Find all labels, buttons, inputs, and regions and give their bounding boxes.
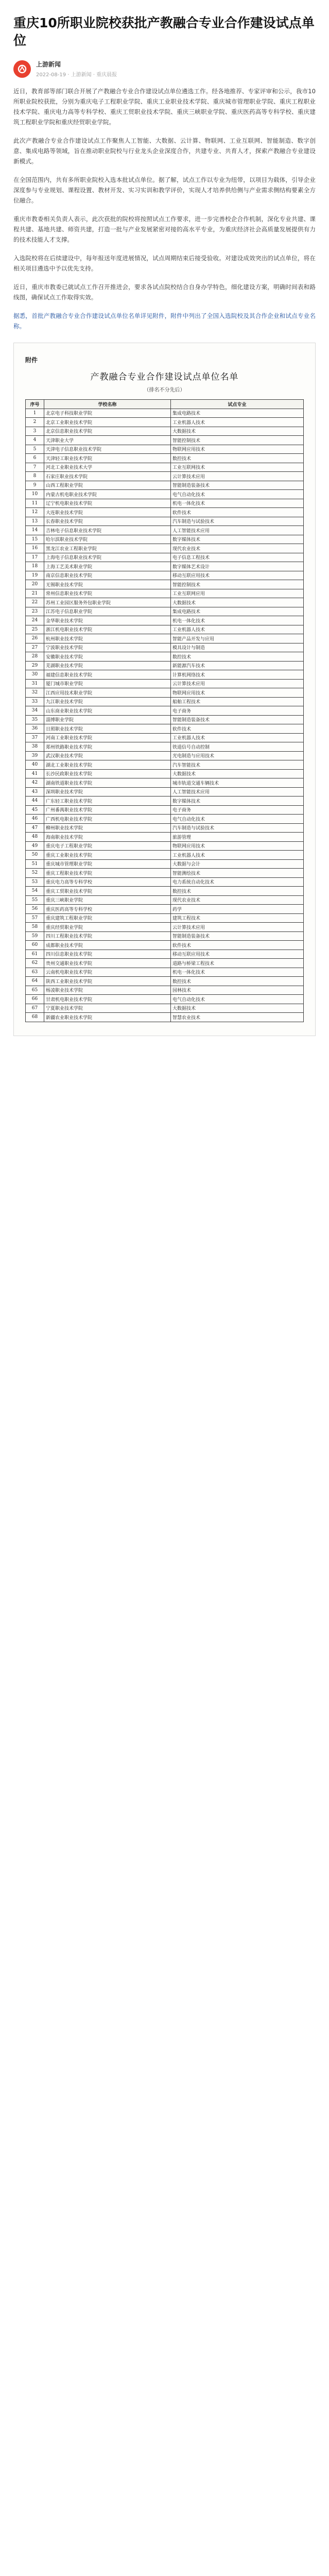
table-row [26,580,304,589]
table-row [26,931,304,941]
attachment-document-image [13,343,316,1036]
major-name-cell: 工业互联网应用 [171,589,304,598]
school-name-cell: 杨凌职业技术学院 [44,986,171,995]
attachment-title: 产教融合专业合作建设试点单位名单 [90,372,239,382]
school-name-cell: 甘肃机电职业技术学院 [44,995,171,1004]
row-number: 19 [26,571,44,580]
major-name-cell: 云计算技术应用 [171,679,304,688]
major-name-cell: 工业机器人技术 [171,418,304,427]
table-row [26,950,304,959]
row-number: 42 [26,778,44,788]
major-name-cell: 集成电路技术 [171,607,304,616]
source-logo-icon[interactable] [13,60,31,78]
row-number: 10 [26,490,44,499]
table-row [26,553,304,562]
school-name-cell: 宁夏职业技术学院 [44,1004,171,1013]
column-header: 序号 [26,400,44,409]
row-number: 36 [26,724,44,734]
major-name-cell: 软件技术 [171,508,304,517]
table-row [26,535,304,544]
major-name-cell: 工业机器人技术 [171,625,304,634]
school-name-cell: 无锡职业技术学院 [44,580,171,589]
school-name-cell: 四川工程职业技术学院 [44,931,171,941]
row-number: 11 [26,499,44,508]
row-number: 4 [26,436,44,445]
row-number: 16 [26,544,44,553]
major-name-cell: 药学 [171,905,304,914]
major-name-cell: 云计算技术应用 [171,923,304,932]
table-row [26,598,304,607]
school-name-cell: 金华职业技术学院 [44,616,171,625]
table-row [26,995,304,1004]
column-header: 学校名称 [44,400,171,409]
row-number: 1 [26,409,44,418]
table-row [26,715,304,724]
table-row [26,760,304,770]
major-name-cell: 光电制造与应用技术 [171,751,304,760]
school-name-cell: 柳州职业技术学院 [44,823,171,833]
table-row [26,427,304,436]
major-name-cell: 电气自动化技术 [171,490,304,499]
major-name-cell: 电气自动化技术 [171,815,304,824]
major-name-cell: 工业机器人技术 [171,733,304,742]
major-name-cell: 数控技术 [171,652,304,662]
table-body [26,409,304,1022]
school-name-cell: 重庆三峡职业学院 [44,895,171,905]
school-name-cell: 常州信息职业技术学院 [44,589,171,598]
table-row [26,895,304,905]
table-row [26,706,304,716]
row-number: 48 [26,833,44,842]
table-row [26,607,304,616]
meta-text [36,60,117,78]
table-row [26,778,304,788]
major-name-cell: 城市轨道交通车辆技术 [171,778,304,788]
major-name-cell: 大数据技术 [171,769,304,778]
major-name-cell: 智能产品开发与应用 [171,634,304,643]
school-name-cell: 北京工业职业技术学院 [44,418,171,427]
school-name-cell: 浙江机电职业技术学院 [44,625,171,634]
major-name-cell: 数控技术 [171,454,304,463]
school-name-cell: 内蒙古机电职业技术学院 [44,490,171,499]
major-name-cell: 大数据技术 [171,1004,304,1013]
row-number: 9 [26,481,44,490]
table-row [26,733,304,742]
school-name-cell: 天津轻工职业技术学院 [44,454,171,463]
major-name-cell: 工业互联网技术 [171,463,304,472]
school-name-cell: 芜湖职业技术学院 [44,661,171,670]
column-header: 试点专业 [171,400,304,409]
school-name-cell: 云南机电职业技术学院 [44,968,171,977]
school-name-cell: 重庆电力高等专科学校 [44,877,171,887]
school-name-cell: 贵州交通职业技术学院 [44,959,171,968]
major-name-cell: 计算机网络技术 [171,670,304,680]
major-name-cell: 汽车智能技术 [171,760,304,770]
school-name-cell: 江西应用技术职业学院 [44,688,171,698]
table-row [26,977,304,986]
major-name-cell: 道路与桥梁工程技术 [171,959,304,968]
school-name-cell: 重庆电子工程职业学院 [44,841,171,851]
row-number: 43 [26,787,44,796]
major-name-cell: 现代农业技术 [171,544,304,553]
row-number: 33 [26,697,44,706]
table-row [26,815,304,824]
row-number: 20 [26,580,44,589]
table-row [26,877,304,887]
major-name-cell: 云计算技术应用 [171,472,304,481]
row-number: 38 [26,742,44,752]
row-number: 14 [26,526,44,535]
school-name-cell: 宁波职业技术学院 [44,643,171,652]
major-name-cell: 新能源汽车技术 [171,661,304,670]
school-name-cell: 重庆城市管理职业学院 [44,859,171,869]
table-row [26,634,304,643]
table-row [26,724,304,734]
major-name-cell: 电力系统自动化技术 [171,877,304,887]
table-row [26,688,304,698]
major-name-cell: 数字媒体技术 [171,535,304,544]
school-name-cell: 厦门城市职业学院 [44,679,171,688]
school-name-cell: 吉林电子信息职业技术学院 [44,526,171,535]
school-name-cell: 福建信息职业技术学院 [44,670,171,680]
table-row [26,472,304,481]
school-name-cell: 广东轻工职业技术学院 [44,796,171,806]
row-number: 60 [26,941,44,950]
paragraph: 近日，教育部等部门联合开展了产教融合专业合作建设试点单位遴选工作。经各地推荐、专家评审和公示，我市10所职业院校获批，分别为重庆电子工程职业学院、重庆工业职业技术学院、重庆城市管理职业学院、重庆工程职业技术学院、重庆电力高等专科学校、重庆工贸职业技术学院、重庆三峡职业学院、重庆医药高等专科学校、重庆建筑工程职业学院和重庆经贸职业学院。 [13,88,316,126]
row-number: 54 [26,887,44,896]
major-name-cell: 智慧农业技术 [171,1013,304,1022]
table-row [26,490,304,499]
major-name-cell: 园林技术 [171,986,304,995]
school-name-cell: 上海电子信息职业技术学院 [44,553,171,562]
row-number: 52 [26,869,44,878]
major-name-cell: 移动互联应用技术 [171,950,304,959]
school-name-cell: 长沙民政职业技术学院 [44,769,171,778]
table-header-row [26,400,304,409]
row-number: 37 [26,733,44,742]
row-number: 5 [26,445,44,454]
row-number: 18 [26,562,44,571]
school-name-cell: 重庆工贸职业技术学院 [44,887,171,896]
major-name-cell: 物联网应用技术 [171,688,304,698]
table-row [26,670,304,680]
school-name-cell: 重庆建筑工程职业学院 [44,913,171,923]
major-name-cell: 数控技术 [171,887,304,896]
paragraph: 入选院校将在后续建设中，每年报送年度进展情况，试点周期结束后接受验收。对建设成效突出的试点单位，将在相关项目遴选中予以优先支持。 [13,255,316,272]
table-row [26,887,304,896]
article-body [0,0,329,331]
row-number: 67 [26,1004,44,1013]
table-row [26,463,304,472]
row-number: 3 [26,427,44,436]
school-name-cell: 河北工业职业技术大学 [44,463,171,472]
table-row [26,418,304,427]
row-number: 66 [26,995,44,1004]
school-name-cell: 湖南铁道职业技术学院 [44,778,171,788]
row-number: 57 [26,913,44,923]
table-row [26,959,304,968]
row-number: 53 [26,877,44,887]
article-title: 重庆10所职业院校获批产教融合专业合作建设试点单位 [13,15,315,48]
school-name-cell: 江苏电子信息职业学院 [44,607,171,616]
major-name-cell: 大数据技术 [171,598,304,607]
publish-info: 2022-08-19 · 上游新闻 · 重庆晨报 [36,72,117,78]
table-row [26,905,304,914]
major-name-cell: 汽车制造与试验技术 [171,823,304,833]
major-name-cell: 电子信息工程技术 [171,553,304,562]
school-name-cell: 日照职业技术学院 [44,724,171,734]
school-name-cell: 湖北工业职业技术学院 [44,760,171,770]
major-name-cell: 软件技术 [171,941,304,950]
attachment-label: 附件 [25,357,38,364]
table-row [26,751,304,760]
row-number: 56 [26,905,44,914]
table-row [26,913,304,923]
school-name-cell: 广州番禺职业技术学院 [44,805,171,815]
major-name-cell: 人工智能技术应用 [171,526,304,535]
row-number: 7 [26,463,44,472]
table-row [26,851,304,860]
row-number: 39 [26,751,44,760]
table-row [26,787,304,796]
school-name-cell: 黑龙江农业工程职业学院 [44,544,171,553]
school-name-cell: 深圳职业技术学院 [44,787,171,796]
table-row [26,859,304,869]
row-number: 26 [26,634,44,643]
table-row [26,841,304,851]
major-name-cell: 电气自动化技术 [171,995,304,1004]
table-row [26,941,304,950]
source-name[interactable]: 上游新闻 [36,61,61,68]
row-number: 46 [26,815,44,824]
article-meta [13,60,316,78]
row-number: 29 [26,661,44,670]
major-name-cell: 电子商务 [171,706,304,716]
major-name-cell: 电子商务 [171,805,304,815]
row-number: 58 [26,923,44,932]
major-name-cell: 汽车制造与试验技术 [171,517,304,526]
table-row [26,589,304,598]
school-name-cell: 石家庄职业技术学院 [44,472,171,481]
row-number: 51 [26,859,44,869]
school-name-cell: 安徽职业技术学院 [44,652,171,662]
major-name-cell: 机电一体化技术 [171,968,304,977]
school-name-cell: 九江职业技术学院 [44,697,171,706]
major-name-cell: 智能控制技术 [171,580,304,589]
major-name-cell: 机电一体化技术 [171,499,304,508]
school-name-cell: 陕西工业职业技术学院 [44,977,171,986]
table-row [26,869,304,878]
major-name-cell: 人工智能技术应用 [171,787,304,796]
table-row [26,409,304,418]
row-number: 63 [26,968,44,977]
major-name-cell: 智能控制技术 [171,436,304,445]
row-number: 22 [26,598,44,607]
school-name-cell: 大连职业技术学院 [44,508,171,517]
paragraph: 此次产教融合专业合作建设试点工作聚焦人工智能、大数据、云计算、物联网、工业互联网、智能制造、数字创意、集成电路等领域，旨在推动职业院校与行业龙头企业深度合作，共建专业、共育人才，探索产教融合专业建设新模式。 [13,137,316,165]
school-name-cell: 苏州工业园区服务外包职业学院 [44,598,171,607]
table-row [26,499,304,508]
school-name-cell: 重庆经贸职业学院 [44,923,171,932]
row-number: 6 [26,454,44,463]
row-number: 23 [26,607,44,616]
paragraph: 近日，重庆市教委已就试点工作召开推进会，要求各试点院校结合自身办学特色，细化建设方案，明确时间表和路线图，确保试点工作取得实效。 [13,283,316,301]
major-name-cell: 智能制造装备技术 [171,481,304,490]
school-name-cell: 辽宁机电职业技术学院 [44,499,171,508]
table-row [26,1013,304,1022]
table-row [26,697,304,706]
school-name-cell: 重庆工业职业技术学院 [44,851,171,860]
row-number: 59 [26,931,44,941]
major-name-cell: 工业机器人技术 [171,851,304,860]
row-number: 64 [26,977,44,986]
school-name-cell: 哈尔滨职业技术学院 [44,535,171,544]
school-name-cell: 北京电子科技职业学院 [44,409,171,418]
school-name-cell: 海南职业技术学院 [44,833,171,842]
major-name-cell: 铁道信号自动控制 [171,742,304,752]
table-row [26,625,304,634]
row-number: 25 [26,625,44,634]
school-name-cell: 淄博职业学院 [44,715,171,724]
row-number: 13 [26,517,44,526]
table-row [26,571,304,580]
table-row [26,805,304,815]
table-row [26,986,304,995]
row-number: 17 [26,553,44,562]
table-row [26,526,304,535]
row-number: 65 [26,986,44,995]
row-number: 50 [26,851,44,860]
row-number: 31 [26,679,44,688]
row-number: 47 [26,823,44,833]
school-name-cell: 四川信息职业技术学院 [44,950,171,959]
table-row [26,616,304,625]
major-name-cell: 智能制造装备技术 [171,931,304,941]
row-number: 41 [26,769,44,778]
row-number: 27 [26,643,44,652]
row-number: 12 [26,508,44,517]
major-name-cell: 物联网应用技术 [171,841,304,851]
table-row [26,742,304,752]
major-name-cell: 模具设计与制造 [171,643,304,652]
major-name-cell: 物联网应用技术 [171,445,304,454]
table-row [26,562,304,571]
school-name-cell: 河南工业职业技术学院 [44,733,171,742]
row-number: 8 [26,472,44,481]
school-name-cell: 山西工程职业学院 [44,481,171,490]
school-name-cell: 广西机电职业技术学院 [44,815,171,824]
table-row [26,652,304,662]
table-row [26,679,304,688]
major-name-cell: 智能测绘技术 [171,869,304,878]
table-row [26,769,304,778]
row-number: 28 [26,652,44,662]
major-name-cell: 智能制造装备技术 [171,715,304,724]
school-name-cell: 南京信息职业技术学院 [44,571,171,580]
row-number: 49 [26,841,44,851]
table-row [26,968,304,977]
row-number: 62 [26,959,44,968]
school-name-cell: 上海工艺美术职业学院 [44,562,171,571]
major-name-cell: 现代农业技术 [171,895,304,905]
school-name-cell: 长春职业技术学院 [44,517,171,526]
row-number: 24 [26,616,44,625]
school-name-cell: 杭州职业技术学院 [44,634,171,643]
row-number: 2 [26,418,44,427]
school-name-cell: 天津电子信息职业技术学院 [44,445,171,454]
paragraph: 重庆市教委相关负责人表示，此次获批的院校将按照试点工作要求，进一步完善校企合作机制，深化专业共建、课程共建、基地共建、师资共建，打造一批与产业发展紧密对接的高水平专业，为重庆经济社会高质量发展提供有力的技术技能人才支撑。 [13,215,316,243]
row-number: 30 [26,670,44,680]
paragraph: 在全国范围内，共有多所职业院校入选本批试点单位。据了解，试点工作以专业为纽带，以项目为载体，引导企业深度参与专业规划、课程设置、教材开发、实习实训和教学评价，实现人才培养供给侧与产业需求侧结构要素全方位融合。 [13,176,316,204]
major-name-cell: 移动互联应用技术 [171,571,304,580]
school-name-cell: 天津职业大学 [44,436,171,445]
major-name-cell: 数字媒体技术 [171,796,304,806]
major-name-cell: 船舶工程技术 [171,697,304,706]
row-number: 68 [26,1013,44,1022]
table-row [26,796,304,806]
major-name-cell: 建筑工程技术 [171,913,304,923]
school-name-cell: 新疆农业职业技术学院 [44,1013,171,1022]
table-row [26,1004,304,1013]
school-name-cell: 武汉职业技术学院 [44,751,171,760]
table-row [26,454,304,463]
row-number: 32 [26,688,44,698]
table-row [26,823,304,833]
pilot-list-table [25,399,304,1022]
row-number: 61 [26,950,44,959]
major-name-cell: 数字媒体艺术设计 [171,562,304,571]
table-row [26,643,304,652]
major-name-cell: 大数据技术 [171,427,304,436]
row-number: 45 [26,805,44,815]
table-row [26,508,304,517]
row-number: 35 [26,715,44,724]
school-name-cell: 郑州铁路职业技术学院 [44,742,171,752]
school-name-cell: 重庆工程职业技术学院 [44,869,171,878]
major-name-cell: 数控技术 [171,977,304,986]
major-name-cell: 大数据与会计 [171,859,304,869]
row-number: 44 [26,796,44,806]
major-name-cell: 旅游管理 [171,833,304,842]
table-row [26,445,304,454]
table-row [26,436,304,445]
table-row [26,923,304,932]
major-name-cell: 集成电路技术 [171,409,304,418]
school-name-cell: 成都职业技术学院 [44,941,171,950]
paragraph: 据悉，首批产教融合专业合作建设试点单位名单详见附件，附件中列出了全国入选院校及其合作企业和试点专业名称。 [13,312,316,330]
table-row [26,833,304,842]
major-name-cell: 软件技术 [171,724,304,734]
row-number: 15 [26,535,44,544]
row-number: 34 [26,706,44,716]
school-name-cell: 北京信息职业技术学院 [44,427,171,436]
row-number: 40 [26,760,44,770]
row-number: 55 [26,895,44,905]
row-number: 21 [26,589,44,598]
table-row [26,661,304,670]
major-name-cell: 机电一体化技术 [171,616,304,625]
table-row [26,517,304,526]
attachment-subtitle: （排名不分先后） [144,387,185,393]
school-name-cell: 山东商业职业技术学院 [44,706,171,716]
table-row [26,544,304,553]
school-name-cell: 重庆医药高等专科学校 [44,905,171,914]
table-row [26,481,304,490]
